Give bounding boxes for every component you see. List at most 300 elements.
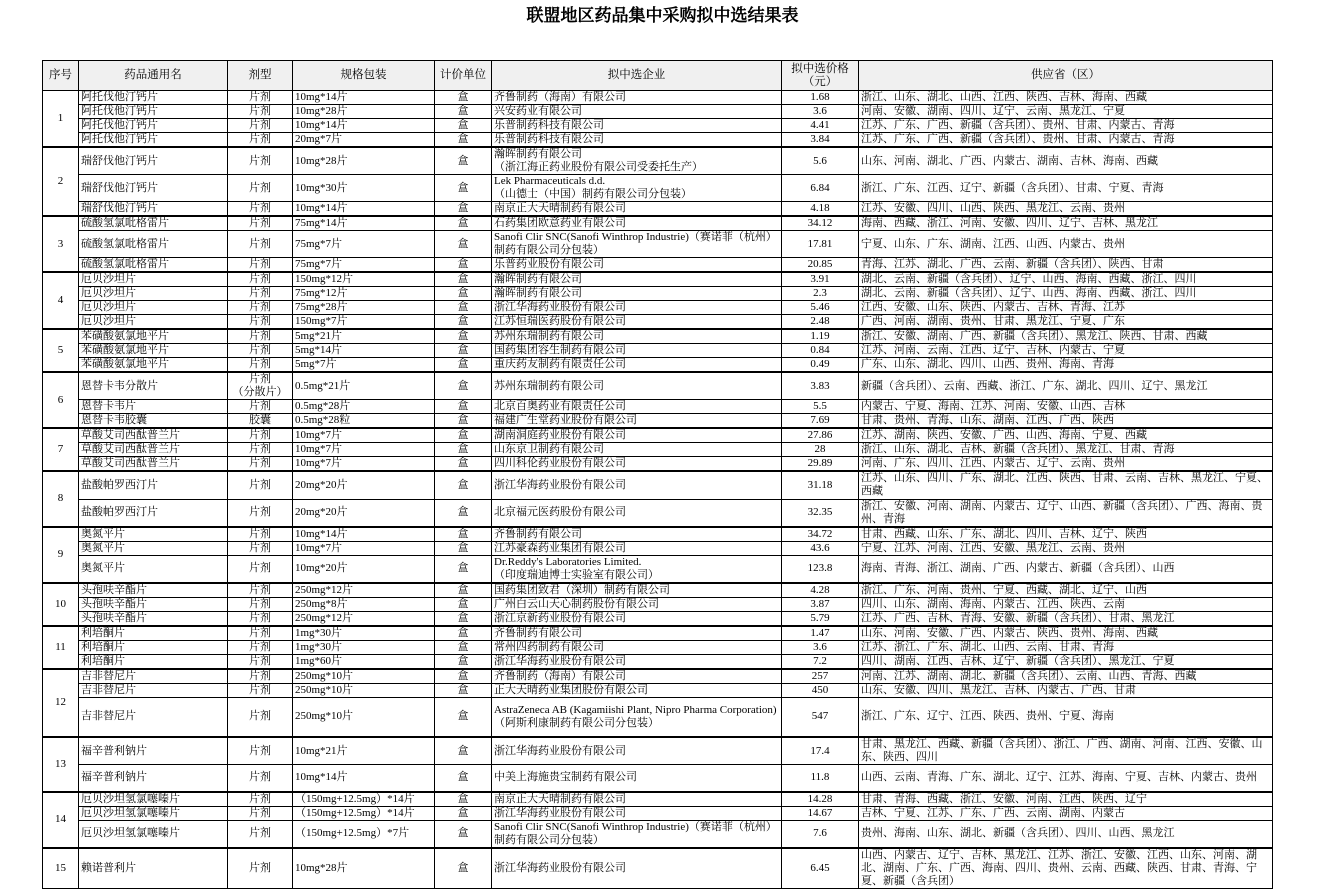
- price-cell: 5.6: [782, 147, 859, 175]
- company-cell: Dr.Reddy's Laboratories Limited. （印度瑞迪博士实验室有限公司）: [492, 555, 782, 583]
- unit-cell: 盒: [435, 555, 492, 583]
- price-cell: 4.41: [782, 119, 859, 133]
- unit-cell: 盒: [435, 400, 492, 414]
- provinces-cell: 海南、青海、浙江、湖南、广西、内蒙古、新疆（含兵团）、山西: [859, 555, 1273, 583]
- company-cell: 兴安药业有限公司: [492, 105, 782, 119]
- header-company: 拟中选企业: [492, 61, 782, 91]
- group-number: 13: [43, 737, 79, 792]
- spec-cell: （150mg+12.5mg）*7片: [293, 820, 435, 848]
- provinces-cell: 甘肃、贵州、青海、山东、湖南、江西、广西、陕西: [859, 414, 1273, 429]
- provinces-cell: 内蒙古、宁夏、海南、江苏、河南、安徽、山西、吉林: [859, 400, 1273, 414]
- group-number: 15: [43, 848, 79, 889]
- company-cell: 常州四药制药有限公司: [492, 640, 782, 654]
- table-row: [43, 216, 1273, 231]
- dosage-form-cell: 片剂: [228, 443, 293, 457]
- dosage-form-cell: 片剂: [228, 202, 293, 217]
- provinces-cell: 山东、河南、安徽、广西、内蒙古、陕西、贵州、海南、西藏: [859, 626, 1273, 641]
- group-number: 9: [43, 527, 79, 583]
- table-row: [43, 301, 1273, 315]
- table-row: [43, 765, 1273, 792]
- unit-cell: 盒: [435, 737, 492, 765]
- company-cell: 石药集团欧意药业有限公司: [492, 216, 782, 231]
- unit-cell: 盒: [435, 133, 492, 148]
- drug-name-cell: 阿托伐他汀钙片: [79, 105, 228, 119]
- price-cell: 7.69: [782, 414, 859, 429]
- unit-cell: 盒: [435, 91, 492, 105]
- provinces-cell: 江西、安徽、山东、陕西、内蒙古、吉林、青海、江苏: [859, 301, 1273, 315]
- price-cell: 11.8: [782, 765, 859, 792]
- dosage-form-cell: 片剂: [228, 216, 293, 231]
- company-cell: 浙江华海药业股份有限公司: [492, 848, 782, 889]
- company-cell: 中美上海施贵宝制药有限公司: [492, 765, 782, 792]
- spec-cell: 250mg*10片: [293, 697, 435, 737]
- unit-cell: 盒: [435, 428, 492, 443]
- spec-cell: 20mg*7片: [293, 133, 435, 148]
- unit-cell: 盒: [435, 806, 492, 820]
- spec-cell: （150mg+12.5mg）*14片: [293, 792, 435, 807]
- spec-cell: 250mg*8片: [293, 597, 435, 611]
- company-cell: 瀚晖制药有限公司: [492, 272, 782, 287]
- drug-name-cell: 奥氮平片: [79, 527, 228, 542]
- unit-cell: 盒: [435, 765, 492, 792]
- drug-name-cell: 瑞舒伐他汀钙片: [79, 147, 228, 175]
- price-cell: 1.47: [782, 626, 859, 641]
- drug-name-cell: 头孢呋辛酯片: [79, 583, 228, 598]
- header-seq: 序号: [43, 61, 79, 91]
- group-number: 1: [43, 91, 79, 148]
- table-row: [43, 697, 1273, 737]
- spec-cell: 1mg*30片: [293, 626, 435, 641]
- dosage-form-cell: 片剂: [228, 428, 293, 443]
- table-row: [43, 344, 1273, 358]
- company-cell: Lek Pharmaceuticals d.d. （山德士（中国）制药有限公司分包装）: [492, 175, 782, 202]
- company-cell: 北京福元医药股份有限公司: [492, 499, 782, 527]
- price-cell: 3.6: [782, 640, 859, 654]
- drug-name-cell: 厄贝沙坦片: [79, 272, 228, 287]
- price-cell: 6.84: [782, 175, 859, 202]
- unit-cell: 盒: [435, 848, 492, 889]
- company-cell: 重庆药友制药有限责任公司: [492, 358, 782, 373]
- price-cell: 34.12: [782, 216, 859, 231]
- table-row: [43, 792, 1273, 807]
- unit-cell: 盒: [435, 683, 492, 697]
- group-number: 7: [43, 428, 79, 471]
- drug-name-cell: 利培酮片: [79, 640, 228, 654]
- dosage-form-cell: 片剂: [228, 119, 293, 133]
- spec-cell: 10mg*14片: [293, 527, 435, 542]
- table-row: [43, 654, 1273, 669]
- drug-name-cell: 吉非替尼片: [79, 683, 228, 697]
- price-cell: 4.18: [782, 202, 859, 217]
- drug-name-cell: 瑞舒伐他汀钙片: [79, 175, 228, 202]
- spec-cell: 10mg*28片: [293, 848, 435, 889]
- dosage-form-cell: 片剂: [228, 287, 293, 301]
- price-cell: 31.18: [782, 471, 859, 499]
- group-number: 4: [43, 272, 79, 329]
- price-cell: 17.81: [782, 231, 859, 258]
- provinces-cell: 甘肃、黑龙江、西藏、新疆（含兵团）、浙江、广西、湖南、河南、江西、安徽、山东、陕西、四川: [859, 737, 1273, 765]
- spec-cell: 250mg*10片: [293, 683, 435, 697]
- dosage-form-cell: 片剂: [228, 669, 293, 684]
- price-cell: 0.49: [782, 358, 859, 373]
- spec-cell: 10mg*7片: [293, 428, 435, 443]
- table-row: [43, 231, 1273, 258]
- table-row: [43, 372, 1273, 400]
- company-cell: 山东京卫制药有限公司: [492, 443, 782, 457]
- dosage-form-cell: 片剂: [228, 626, 293, 641]
- dosage-form-cell: 胶囊: [228, 414, 293, 429]
- dosage-form-cell: 片剂: [228, 105, 293, 119]
- provinces-cell: 浙江、山东、湖北、吉林、新疆（含兵团）、黑龙江、甘肃、青海: [859, 443, 1273, 457]
- header-dosage-form: 剂型: [228, 61, 293, 91]
- dosage-form-cell: 片剂: [228, 457, 293, 472]
- price-cell: 3.91: [782, 272, 859, 287]
- provinces-cell: 浙江、广东、辽宁、江西、陕西、贵州、宁夏、海南: [859, 697, 1273, 737]
- price-cell: 3.87: [782, 597, 859, 611]
- drug-name-cell: 利培酮片: [79, 626, 228, 641]
- provinces-cell: 甘肃、青海、西藏、浙江、安徽、河南、江西、陕西、辽宁: [859, 792, 1273, 807]
- price-cell: 27.86: [782, 428, 859, 443]
- dosage-form-cell: 片剂: [228, 611, 293, 626]
- price-cell: 29.89: [782, 457, 859, 472]
- dosage-form-cell: 片剂: [228, 329, 293, 344]
- company-cell: Sanofi Clir SNC(Sanofi Winthrop Industrie)（赛诺菲（杭州）制药有限公司分包装）: [492, 231, 782, 258]
- spec-cell: 10mg*28片: [293, 147, 435, 175]
- drug-name-cell: 福辛普利钠片: [79, 765, 228, 792]
- company-cell: 乐普制药科技有限公司: [492, 133, 782, 148]
- drug-name-cell: 苯磺酸氨氯地平片: [79, 358, 228, 373]
- table-row: [43, 400, 1273, 414]
- page-title: 联盟地区药品集中采购拟中选结果表: [526, 6, 799, 25]
- drug-name-cell: 奥氮平片: [79, 541, 228, 555]
- drug-name-cell: 阿托伐他汀钙片: [79, 91, 228, 105]
- provinces-cell: 江苏、广东、广西、新疆（含兵团）、贵州、甘肃、内蒙古、青海: [859, 133, 1273, 148]
- drug-name-cell: 盐酸帕罗西汀片: [79, 471, 228, 499]
- provinces-cell: 浙江、广东、河南、贵州、宁夏、西藏、湖北、辽宁、山西: [859, 583, 1273, 598]
- spec-cell: 10mg*28片: [293, 105, 435, 119]
- group-number: 3: [43, 216, 79, 272]
- company-cell: 南京正大天晴制药有限公司: [492, 202, 782, 217]
- spec-cell: 5mg*21片: [293, 329, 435, 344]
- price-cell: 28: [782, 443, 859, 457]
- price-cell: 43.6: [782, 541, 859, 555]
- table-row: [43, 527, 1273, 542]
- dosage-form-cell: 片剂: [228, 344, 293, 358]
- spec-cell: 75mg*7片: [293, 231, 435, 258]
- price-cell: 1.19: [782, 329, 859, 344]
- company-cell: 瀚晖制药有限公司: [492, 287, 782, 301]
- table-row: [43, 611, 1273, 626]
- table-row: [43, 287, 1273, 301]
- price-cell: 20.85: [782, 258, 859, 273]
- spec-cell: 5mg*7片: [293, 358, 435, 373]
- provinces-cell: 河南、广东、四川、江西、内蒙古、辽宁、云南、贵州: [859, 457, 1273, 472]
- dosage-form-cell: 片剂: [228, 272, 293, 287]
- provinces-cell: 广西、河南、湖南、贵州、甘肃、黑龙江、宁夏、广东: [859, 315, 1273, 330]
- spec-cell: 10mg*14片: [293, 119, 435, 133]
- header-spec: 规格包装: [293, 61, 435, 91]
- dosage-form-cell: 片剂: [228, 555, 293, 583]
- company-cell: 乐普药业股份有限公司: [492, 258, 782, 273]
- price-cell: 1.68: [782, 91, 859, 105]
- unit-cell: 盒: [435, 358, 492, 373]
- table-row: [43, 133, 1273, 148]
- provinces-cell: 湖北、云南、新疆（含兵团）、辽宁、山西、海南、西藏、浙江、四川: [859, 287, 1273, 301]
- group-number: 6: [43, 372, 79, 428]
- dosage-form-cell: 片剂: [228, 541, 293, 555]
- company-cell: 四川科伦药业股份有限公司: [492, 457, 782, 472]
- table-row: [43, 597, 1273, 611]
- unit-cell: 盒: [435, 820, 492, 848]
- price-cell: 3.83: [782, 372, 859, 400]
- spec-cell: 10mg*21片: [293, 737, 435, 765]
- table-row: [43, 626, 1273, 641]
- drug-name-cell: 利培酮片: [79, 654, 228, 669]
- provinces-cell: 江苏、河南、云南、江西、辽宁、吉林、内蒙古、宁夏: [859, 344, 1273, 358]
- provinces-cell: 河南、安徽、湖南、四川、辽宁、云南、黑龙江、宁夏: [859, 105, 1273, 119]
- spec-cell: 10mg*7片: [293, 457, 435, 472]
- price-cell: 257: [782, 669, 859, 684]
- unit-cell: 盒: [435, 541, 492, 555]
- drug-name-cell: 硫酸氢氯吡格雷片: [79, 216, 228, 231]
- company-cell: 浙江京新药业股份有限公司: [492, 611, 782, 626]
- dosage-form-cell: 片剂: [228, 499, 293, 527]
- table-row: [43, 737, 1273, 765]
- dosage-form-cell: 片剂: [228, 765, 293, 792]
- table-row: [43, 806, 1273, 820]
- price-cell: 6.45: [782, 848, 859, 889]
- price-cell: 14.28: [782, 792, 859, 807]
- dosage-form-cell: 片剂: [228, 315, 293, 330]
- spec-cell: 1mg*30片: [293, 640, 435, 654]
- unit-cell: 盒: [435, 499, 492, 527]
- company-cell: 齐鲁制药有限公司: [492, 626, 782, 641]
- dosage-form-cell: 片剂: [228, 527, 293, 542]
- table-row: [43, 147, 1273, 175]
- company-cell: 浙江华海药业股份有限公司: [492, 301, 782, 315]
- table-row: [43, 428, 1273, 443]
- table-row: [43, 669, 1273, 684]
- drug-name-cell: 恩替卡韦胶囊: [79, 414, 228, 429]
- company-cell: 江苏恒瑞医药股份有限公司: [492, 315, 782, 330]
- unit-cell: 盒: [435, 697, 492, 737]
- spec-cell: 5mg*14片: [293, 344, 435, 358]
- drug-name-cell: 苯磺酸氨氯地平片: [79, 329, 228, 344]
- company-cell: 浙江华海药业股份有限公司: [492, 806, 782, 820]
- provinces-cell: 贵州、海南、山东、湖北、新疆（含兵团）、四川、山西、黑龙江: [859, 820, 1273, 848]
- table-row: [43, 640, 1273, 654]
- table-row: [43, 820, 1273, 848]
- drug-name-cell: 阿托伐他汀钙片: [79, 119, 228, 133]
- provinces-cell: 吉林、宁夏、江苏、广东、广西、云南、湖南、内蒙古: [859, 806, 1273, 820]
- spec-cell: 10mg*20片: [293, 555, 435, 583]
- dosage-form-cell: 片剂: [228, 91, 293, 105]
- header-price: 拟中选价格 （元）: [782, 61, 859, 91]
- spec-cell: 10mg*14片: [293, 91, 435, 105]
- unit-cell: 盒: [435, 597, 492, 611]
- drug-name-cell: 硫酸氢氯吡格雷片: [79, 258, 228, 273]
- spec-cell: 250mg*12片: [293, 611, 435, 626]
- provinces-cell: 宁夏、江苏、河南、江西、安徽、黑龙江、云南、贵州: [859, 541, 1273, 555]
- group-number: 14: [43, 792, 79, 848]
- group-number: 10: [43, 583, 79, 626]
- price-cell: 5.79: [782, 611, 859, 626]
- table-row: [43, 683, 1273, 697]
- price-cell: 450: [782, 683, 859, 697]
- company-cell: 南京正大天晴制药有限公司: [492, 792, 782, 807]
- table-row: [43, 329, 1273, 344]
- spec-cell: 75mg*7片: [293, 258, 435, 273]
- company-cell: 齐鲁制药（海南）有限公司: [492, 91, 782, 105]
- dosage-form-cell: 片剂: [228, 640, 293, 654]
- spec-cell: （150mg+12.5mg）*14片: [293, 806, 435, 820]
- company-cell: 乐普制药科技有限公司: [492, 119, 782, 133]
- drug-name-cell: 恩替卡韦分散片: [79, 372, 228, 400]
- dosage-form-cell: 片剂: [228, 258, 293, 273]
- unit-cell: 盒: [435, 527, 492, 542]
- table-row: [43, 541, 1273, 555]
- drug-name-cell: 厄贝沙坦氢氯噻嗪片: [79, 806, 228, 820]
- table-row: [43, 457, 1273, 472]
- dosage-form-cell: 片剂: [228, 231, 293, 258]
- spec-cell: 150mg*7片: [293, 315, 435, 330]
- table-row: [43, 358, 1273, 373]
- unit-cell: 盒: [435, 457, 492, 472]
- table-row: [43, 119, 1273, 133]
- group-number: 12: [43, 669, 79, 738]
- price-cell: 547: [782, 697, 859, 737]
- drug-name-cell: 瑞舒伐他汀钙片: [79, 202, 228, 217]
- provinces-cell: 山东、安徽、四川、黑龙江、吉林、内蒙古、广西、甘肃: [859, 683, 1273, 697]
- dosage-form-cell: 片剂: [228, 654, 293, 669]
- dosage-form-cell: 片剂: [228, 471, 293, 499]
- price-cell: 3.6: [782, 105, 859, 119]
- spec-cell: 250mg*10片: [293, 669, 435, 684]
- dosage-form-cell: 片剂: [228, 133, 293, 148]
- unit-cell: 盒: [435, 301, 492, 315]
- drug-name-cell: 吉非替尼片: [79, 697, 228, 737]
- drug-name-cell: 苯磺酸氨氯地平片: [79, 344, 228, 358]
- company-cell: Sanofi Clir SNC(Sanofi Winthrop Industrie)（赛诺菲（杭州）制药有限公司分包装）: [492, 820, 782, 848]
- unit-cell: 盒: [435, 344, 492, 358]
- drug-name-cell: 草酸艾司西酞普兰片: [79, 443, 228, 457]
- company-cell: 北京百奥药业有限责任公司: [492, 400, 782, 414]
- provinces-cell: 山东、河南、湖北、广西、内蒙古、湖南、吉林、海南、西藏: [859, 147, 1273, 175]
- spec-cell: 10mg*7片: [293, 541, 435, 555]
- company-cell: 国药集团致君（深圳）制药有限公司: [492, 583, 782, 598]
- dosage-form-cell: 片剂: [228, 175, 293, 202]
- spec-cell: 0.5mg*28粒: [293, 414, 435, 429]
- provinces-cell: 山西、内蒙古、辽宁、吉林、黑龙江、江苏、浙江、安徽、江西、山东、河南、湖北、湖南、广东、广西、海南、四川、贵州、云南、西藏、陕西、甘肃、青海、宁夏、新疆（含兵团）: [859, 848, 1273, 889]
- company-cell: 国药集团容生制药有限公司: [492, 344, 782, 358]
- table-row: [43, 202, 1273, 217]
- company-cell: 正大天晴药业集团股份有限公司: [492, 683, 782, 697]
- spec-cell: 10mg*7片: [293, 443, 435, 457]
- unit-cell: 盒: [435, 611, 492, 626]
- unit-cell: 盒: [435, 272, 492, 287]
- dosage-form-cell: 片剂: [228, 147, 293, 175]
- provinces-cell: 山西、云南、青海、广东、湖北、辽宁、江苏、海南、宁夏、吉林、内蒙古、贵州: [859, 765, 1273, 792]
- unit-cell: 盒: [435, 105, 492, 119]
- company-cell: 浙江华海药业股份有限公司: [492, 737, 782, 765]
- price-cell: 4.28: [782, 583, 859, 598]
- dosage-form-cell: 片剂: [228, 737, 293, 765]
- unit-cell: 盒: [435, 471, 492, 499]
- table-row: [43, 583, 1273, 598]
- price-cell: 2.48: [782, 315, 859, 330]
- dosage-form-cell: 片剂: [228, 848, 293, 889]
- company-cell: 瀚晖制药有限公司 （浙江海正药业股份有限公司受委托生产）: [492, 147, 782, 175]
- header-provinces: 供应省（区）: [859, 61, 1273, 91]
- drug-name-cell: 福辛普利钠片: [79, 737, 228, 765]
- provinces-cell: 浙江、安徽、湖南、广西、新疆（含兵团）、黑龙江、陕西、甘肃、西藏: [859, 329, 1273, 344]
- unit-cell: 盒: [435, 583, 492, 598]
- unit-cell: 盒: [435, 216, 492, 231]
- unit-cell: 盒: [435, 315, 492, 330]
- dosage-form-cell: 片剂: [228, 597, 293, 611]
- spec-cell: 0.5mg*28片: [293, 400, 435, 414]
- price-cell: 0.84: [782, 344, 859, 358]
- table-row: [43, 105, 1273, 119]
- dosage-form-cell: 片剂: [228, 400, 293, 414]
- drug-name-cell: 头孢呋辛酯片: [79, 597, 228, 611]
- drug-name-cell: 厄贝沙坦氢氯噻嗪片: [79, 792, 228, 807]
- spec-cell: 75mg*14片: [293, 216, 435, 231]
- price-cell: 7.6: [782, 820, 859, 848]
- drug-name-cell: 厄贝沙坦片: [79, 301, 228, 315]
- unit-cell: 盒: [435, 626, 492, 641]
- price-cell: 3.84: [782, 133, 859, 148]
- group-number: 5: [43, 329, 79, 372]
- provinces-cell: 新疆（含兵团）、云南、西藏、浙江、广东、湖北、四川、辽宁、黑龙江: [859, 372, 1273, 400]
- table-header-row: [43, 61, 1273, 91]
- unit-cell: 盒: [435, 175, 492, 202]
- table-row: [43, 471, 1273, 499]
- dosage-form-cell: 片剂 （分散片）: [228, 372, 293, 400]
- drug-name-cell: 吉非替尼片: [79, 669, 228, 684]
- spec-cell: 10mg*30片: [293, 175, 435, 202]
- unit-cell: 盒: [435, 258, 492, 273]
- company-cell: AstraZeneca AB (Kagamiishi Plant, Nipro Pharma Corporation)（阿斯利康制药有限公司分包装）: [492, 697, 782, 737]
- drug-name-cell: 盐酸帕罗西汀片: [79, 499, 228, 527]
- header-unit: 计价单位: [435, 61, 492, 91]
- provinces-cell: 江苏、浙江、广东、湖北、山西、云南、甘肃、青海: [859, 640, 1273, 654]
- price-cell: 5.5: [782, 400, 859, 414]
- dosage-form-cell: 片剂: [228, 583, 293, 598]
- drug-name-cell: 厄贝沙坦片: [79, 315, 228, 330]
- company-cell: 江苏豪森药业集团有限公司: [492, 541, 782, 555]
- table-row: [43, 175, 1273, 202]
- unit-cell: 盒: [435, 414, 492, 429]
- spec-cell: 0.5mg*21片: [293, 372, 435, 400]
- provinces-cell: 广东、山东、湖北、四川、山西、贵州、海南、青海: [859, 358, 1273, 373]
- spec-cell: 75mg*28片: [293, 301, 435, 315]
- company-cell: 浙江华海药业股份有限公司: [492, 471, 782, 499]
- table-row: [43, 258, 1273, 273]
- provinces-cell: 河南、江苏、湖南、湖北、新疆（含兵团）、云南、山西、青海、西藏: [859, 669, 1273, 684]
- unit-cell: 盒: [435, 792, 492, 807]
- unit-cell: 盒: [435, 287, 492, 301]
- spec-cell: 75mg*12片: [293, 287, 435, 301]
- provinces-cell: 甘肃、西藏、山东、广东、湖北、四川、吉林、辽宁、陕西: [859, 527, 1273, 542]
- table-row: [43, 499, 1273, 527]
- unit-cell: 盒: [435, 147, 492, 175]
- provinces-cell: 浙江、安徽、河南、湖南、内蒙古、辽宁、山西、新疆（含兵团）、广西、海南、贵州、青海: [859, 499, 1273, 527]
- company-cell: 浙江华海药业股份有限公司: [492, 654, 782, 669]
- drug-name-cell: 头孢呋辛酯片: [79, 611, 228, 626]
- group-number: 11: [43, 626, 79, 669]
- price-cell: 7.2: [782, 654, 859, 669]
